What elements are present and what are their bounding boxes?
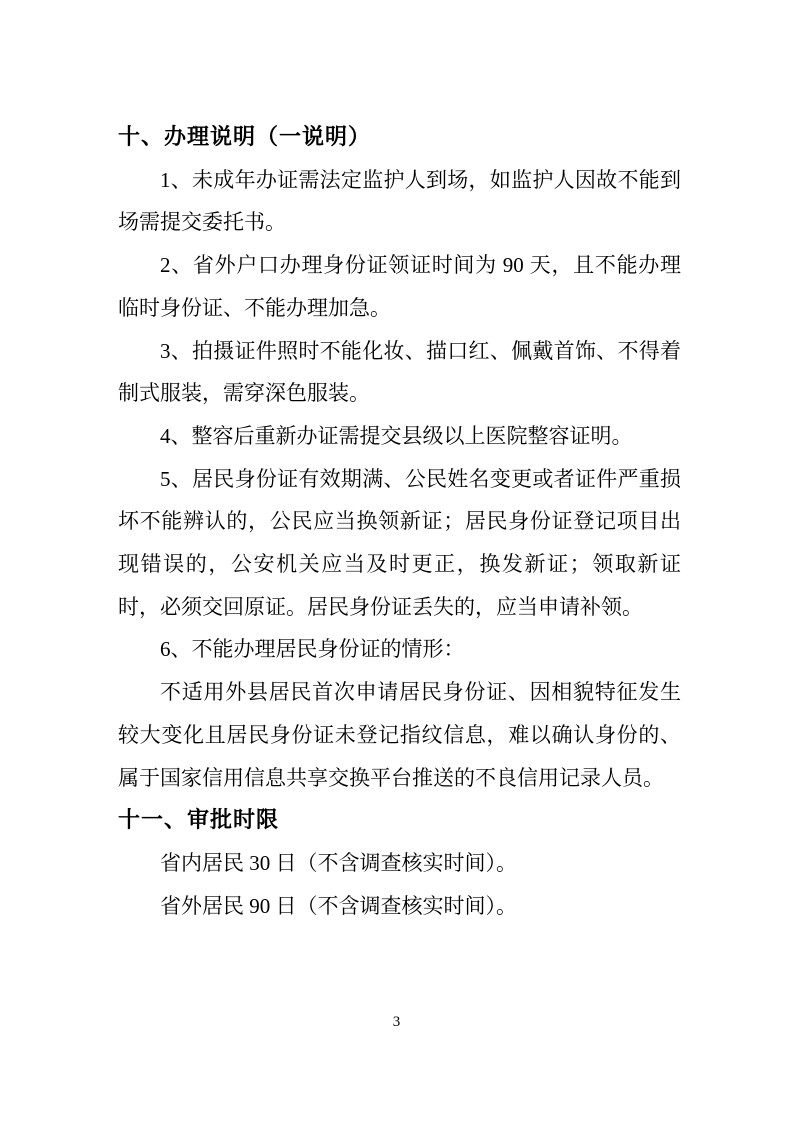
doc-paragraph-6: 6、不能办理居民身份证的情形： <box>160 637 465 662</box>
doc-paragraph-2: 2、省外户口办理身份证领证时间为 90 天，且不能办理临时身份证、不能办理加急。 <box>118 253 681 320</box>
doc-paragraph-8: 省内居民 30 日（不含调查核实时间）。 <box>160 850 517 875</box>
doc-paragraph-4: 4、整容后重新办证需提交县级以上医院整容证明。 <box>160 423 633 448</box>
doc-paragraph-7: 不适用外县居民首次申请居民身份证、因相貌特征发生较大变化且居民身份证未登记指纹信息，难以确认身份的、属于国家信用信息共享交换平台推送的不良信用记录人员。 <box>118 680 681 790</box>
section-heading-processing-notes: 十、办理说明（一说明） <box>118 124 372 149</box>
doc-paragraph-5: 5、居民身份证有效期满、公民姓名变更或者证件严重损坏不能辨认的，公民应当换领新证；居民身份证登记项目出现错误的，公安机关应当及时更正，换发新证；领取新证时，必须交回原证。居民身份证丢失的，应当申请补领。 <box>118 466 681 619</box>
doc-paragraph-1: 1、未成年办证需法定监护人到场，如监护人因故不能到场需提交委托书。 <box>118 167 681 235</box>
doc-paragraph-9: 省外居民 90 日（不含调查核实时间）。 <box>160 893 517 918</box>
section-heading-approval-time-limit: 十一、审批时限 <box>118 807 280 833</box>
document-body <box>118 116 681 927</box>
page-number: 3 <box>392 1014 401 1030</box>
doc-paragraph-3: 3、拍摄证件照时不能化妆、描口红、佩戴首饰、不得着制式服装，需穿深色服装。 <box>118 338 681 406</box>
page-footer <box>0 1012 793 1032</box>
